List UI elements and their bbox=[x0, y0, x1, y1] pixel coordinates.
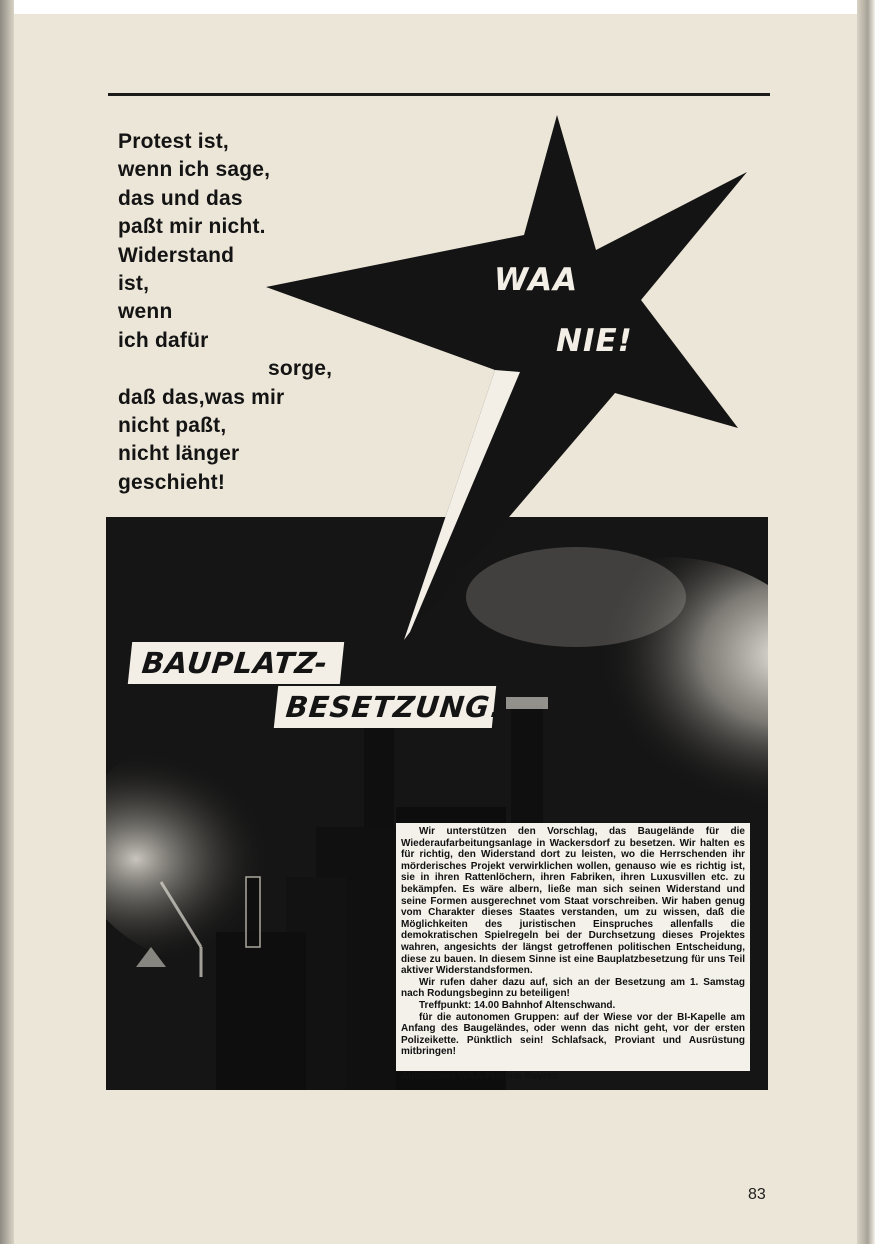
info-paragraph: Treffpunkt: 14.00 Bahnhof Altenschwand. bbox=[419, 999, 616, 1011]
page-number: 83 bbox=[748, 1186, 766, 1203]
info-paragraph: Wir rufen daher dazu auf, sich an der Besetzung am 1. Samstag nach Rodungsbeginn zu beteiligen! bbox=[401, 976, 745, 1000]
headline-line: nicht paßt, bbox=[118, 414, 227, 438]
headline-line: Widerstand bbox=[118, 243, 235, 267]
headline-line: paßt mir nicht. bbox=[118, 215, 266, 239]
signature: Autonomes WAA-Plenum Bayern bbox=[401, 1070, 559, 1082]
headline-line: das und das bbox=[118, 186, 243, 210]
call-to-action-text-box bbox=[396, 823, 750, 1082]
headline-line: sorge, bbox=[268, 357, 333, 381]
info-paragraph: Wir unterstützen den Vorschlag, das Baugelände für die Wiederaufarbeitungsanlage in Wackersdorf zu besetzen. Wir halten es für richtig, den Widerstand dort zu leisten, wo die Herrschenden ihr mörderisches Projekt verwirklichen wollen, genauso wie es richtig ist, sie in ihren Rattenlöchern, ihren Fabriken, ihren Luxusvillen etc. zu bekämpfen. Es wäre albern, ließe man sich seinen Widerstand und seine Formen ausgerechnet vom Staat vorschreiben. Wir haben genug vom Charakter dieses Staates verstanden, um zu wissen, daß die Möglichkeiten des juristischen Einspruches allenfalls die demokratischen Spielregeln bei der Durchsetzung dieses Projektes wahren, angesichts der längst getroffenen politischen Entscheidung, diese zu bauen. In diesem Sinne ist eine Bauplatzbesetzung für uns Teil aktiver Widerstandsformen. bbox=[401, 826, 745, 977]
headline-line: nicht länger bbox=[118, 442, 240, 466]
headline bbox=[118, 128, 418, 497]
headline-line: daß das,was mir bbox=[118, 385, 285, 409]
star-text-line1: WAA bbox=[494, 262, 579, 298]
headline-line: wenn ich sage, bbox=[118, 158, 271, 182]
star-text-line2: NIE! bbox=[556, 323, 633, 359]
headline-line: Protest ist, bbox=[118, 130, 229, 153]
banner-line1: BAUPLATZ- bbox=[128, 642, 344, 684]
headline-line: ist, bbox=[118, 272, 150, 296]
headline-line: geschieht! bbox=[118, 470, 226, 494]
info-paragraph: für die autonomen Gruppen: auf der Wiese vor der BI-Kapelle am Anfang des Baugeländes, oder wenn das nicht geht, vor der ersten Polizeikette. Pünktlich sein! Schlafsack, Proviant und Ausrüstung mitbringen! bbox=[401, 1011, 745, 1058]
headline-line: wenn bbox=[118, 300, 173, 324]
banner-line2: BESETZUNG! bbox=[274, 686, 496, 728]
headline-line: ich dafür bbox=[118, 328, 209, 352]
